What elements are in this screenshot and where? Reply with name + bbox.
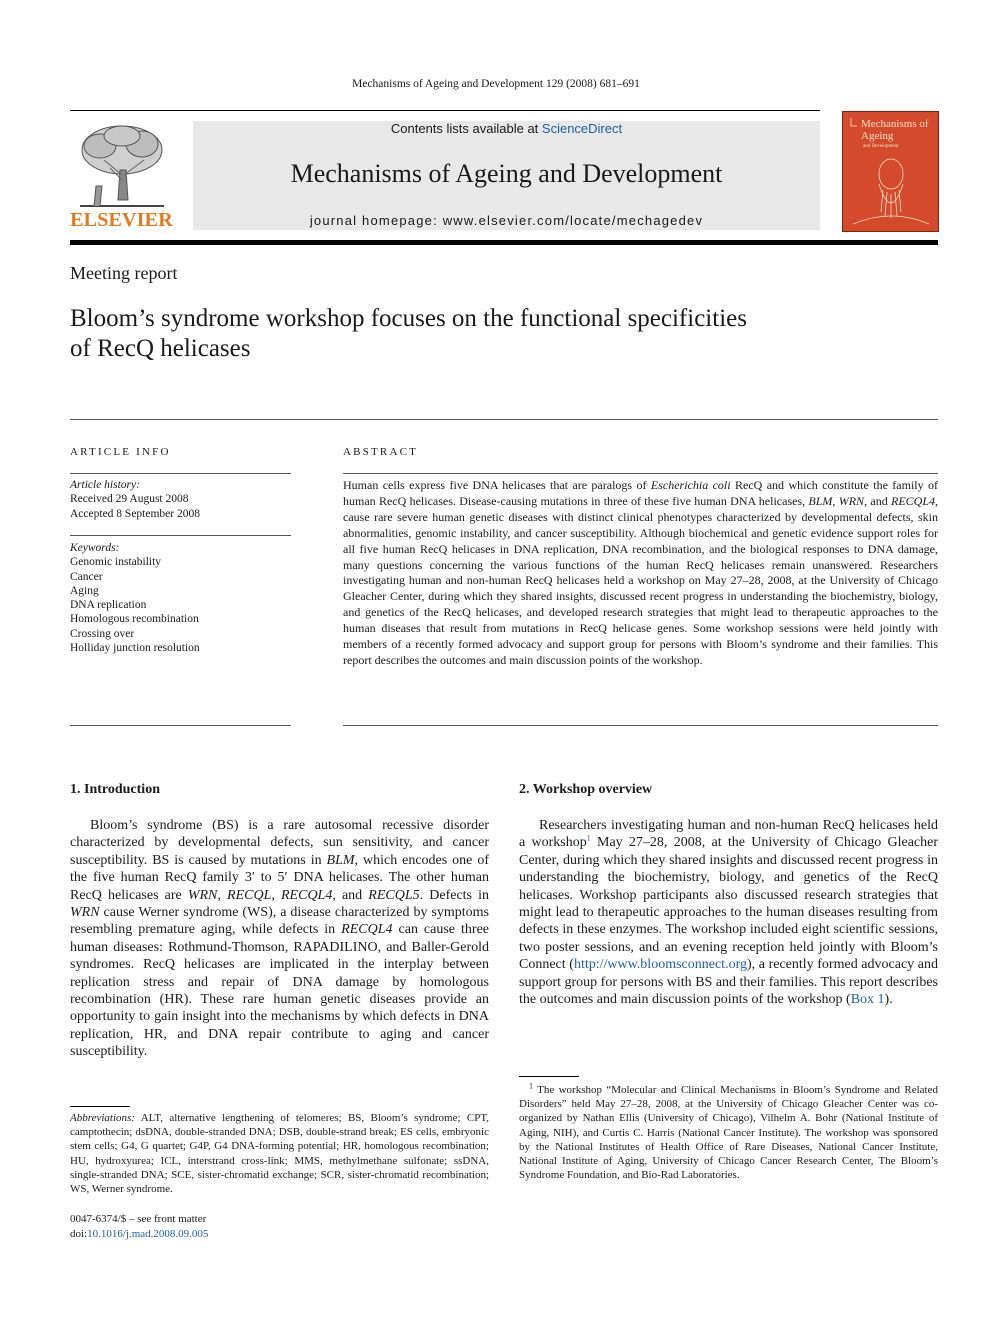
section-heading-overview: 2. Workshop overview: [519, 782, 653, 797]
article-info-heading: ARTICLE INFO: [70, 446, 171, 458]
keywords: [70, 541, 291, 655]
accepted-date: Accepted 8 September 2008: [70, 507, 200, 520]
cover-subtitle: and Development: [863, 144, 899, 149]
issn-line: 0047-6374/$ – see front matter: [70, 1213, 207, 1225]
introduction-body: Bloom’s syndrome (BS) is a rare autosomal recessive disorder characterized by developmental defects, sun sensitivity, and cancer susceptibility. BS is caused by mutations in BLM, which encodes one of the five human RecQ family 3′ to 5′ DNA helicases. The other human RecQ helicases are WRN, RECQL, RECQL4, and RECQL5. Defects in WRN cause Werner syndrome (WS), a disease characterized by symptoms resembling premature aging, while defects in RECQL4 can cause three human diseases: Rothmund-Thomson, RAPADILINO, and Baller-Gerold syndromes. RecQ helicases are implicated in the interplay between replication stress and repair of DNA damage by homologous recombination (HR). These rare human genetic diseases provide an opportunity to gain insight into the mechanisms by which defects in DNA replication, HR, and DNA repair contribute to aging and cancer susceptibility.: [70, 818, 490, 1060]
journal-cover: [842, 111, 939, 232]
info-rule-3: [70, 725, 291, 726]
title-line-1: Bloom’s syndrome workshop focuses on the functional specificities: [70, 305, 747, 332]
abbreviations: Abbreviations: ALT, alternative lengthening of telomeres; BS, Bloom’s syndrome; CPT, camptothecin; dsDNA, double-stranded DNA; DSB, double-strand break; ES cells, embryonic stem cells; G4, G quartet; G4P, G4 DNA-forming potential; HR, homologous recombination; HU, hydroxyurea; ICL, interstrand cross-link; MMS, methylmethane sulfonate; ssDNA, single-stranded DNA; SCE, sister-chromatid exchange; SCR, sister-chromatid recombination; WS, Werner syndrome.: [70, 1112, 489, 1196]
keyword: DNA replication: [70, 599, 147, 612]
keyword: Homologous recombination: [70, 613, 199, 626]
received-date: Received 29 August 2008: [70, 493, 189, 506]
abstract-text: Human cells express five DNA helicases that are paralogs of Escherichia coli RecQ and which constitute the family of human RecQ helicases. Disease-causing mutations in three of these five human DNA helicases, BLM, WRN, and RECQL4, cause rare severe human genetic diseases with distinct clinical phenotypes characterized by developmental defects, skin abnormalities, genomic instability, and cancer susceptibility. Although biochemical and genetic evidence support roles for all five human RecQ helicases in DNA replication, DNA recombination, and the biological responses to DNA damage, many questions concerning the various functions of the human RecQ helicases remain unanswered. Researchers investigating human and non-human RecQ helicases held a workshop on May 27–28, 2008, at the University of Chicago Gleacher Center, during which they shared insights, discussed recent progress in understanding the biochemistry, biology, and genetics of the RecQ helicases, and developed research strategies that might lead to therapeutic approaches to the human diseases that result from mutations in RecQ helicase genes. Some workshop sessions were held jointly with members of a recently formed advocacy and support group for persons with Bloom’s syndrome and their families. This report describes the outcomes and main discussion points of the workshop.: [343, 478, 939, 667]
overview-body: Researchers investigating human and non-human RecQ helicases held a workshop$^1$ May 27–28, 2008, at the University of Chicago Gleacher Center, during which they shared insights and discussed recent progress in understanding the biochemistry, biology, and genetics of the RecQ helicases. Workshop participants also discussed research strategies that might lead to therapeutic approaches to the human diseases resulting from defects in these enzymes. The workshop included eight scientific sessions, two poster sessions, and an evening reception held jointly with Bloom’s Connect (http://www.bloomsconnect.org), a recently formed advocacy and support group for persons with BS and their families. This report describes the outcomes and main discussion points of the workshop (Box 1).: [519, 818, 939, 1008]
doi-link[interactable]: 10.1016/j.mad.2008.09.005: [87, 1228, 209, 1240]
journal-title: Mechanisms of Ageing and Development: [290, 159, 723, 188]
history-label: Article history:: [70, 479, 140, 491]
bloomsconnect-link[interactable]: http://www.bloomsconnect.org: [573, 957, 747, 973]
cover-title: Mechanisms of Ageing: [861, 118, 929, 142]
keyword: Aging: [70, 584, 99, 597]
info-top-rule: [70, 419, 938, 420]
info-rule-1: [70, 473, 291, 474]
title-line-2: of RecQ helicases: [70, 335, 251, 362]
box-1-link[interactable]: Box 1: [850, 992, 885, 1008]
keyword: Cancer: [70, 570, 103, 583]
journal-homepage[interactable]: journal homepage: www.elsevier.com/locate/mechagedev: [309, 213, 704, 228]
sciencedirect-link[interactable]: ScienceDirect: [541, 121, 623, 136]
header-thick-rule: [70, 240, 938, 245]
footnote-rule-right: [519, 1076, 579, 1077]
footnote-1: $^1$ The workshop “Molecular and Clinical Mechanisms in Bloom’s Syndrome and Related Disorders” held May 27–28, 2008, at the University of Chicago Gleacher Center was co-organized by Nathan Ellis (University of Chicago), Vilhelm A. Bohr (National Institute of Aging, NIH), and Curtis C. Harris (National Cancer Institute). The workshop was sponsored by the National Institutes of Health Office of Rare Diseases, National Cancer Institute, National Institute of Aging, University of Chicago Cancer Research Center, The Bloom’s Syndrome Foundation, and Bio-Rad Laboratories.: [519, 1081, 938, 1182]
tree-icon: [70, 120, 173, 212]
abstract-heading: ABSTRACT: [343, 446, 419, 458]
keywords-label: Keywords:: [70, 542, 120, 554]
journal-banner: [193, 121, 820, 230]
article-title: [70, 304, 870, 364]
contents-line: [193, 121, 820, 136]
keyword: Holliday junction resolution: [70, 642, 200, 655]
header-rule: [70, 110, 820, 111]
article-history: [70, 478, 291, 521]
footnote-rule-left: [70, 1106, 130, 1107]
elsevier-logo: [70, 120, 173, 232]
keyword: Crossing over: [70, 627, 135, 640]
info-rule-2: [70, 535, 291, 536]
section-heading-introduction: 1. Introduction: [70, 782, 160, 797]
abstract-rule-2: [343, 725, 938, 726]
abstract-rule-1: [343, 473, 938, 474]
cover-art-icon: [843, 112, 938, 231]
running-head: Mechanisms of Ageing and Development 129 (2008) 681–691: [352, 78, 640, 90]
doi-line: doi:10.1016/j.mad.2008.09.005: [70, 1228, 209, 1240]
article-type: Meeting report: [70, 263, 178, 283]
contents-prefix: Contents lists available at: [390, 121, 542, 136]
footnote-ref[interactable]: 1: [586, 833, 591, 843]
keyword: Genomic instability: [70, 556, 162, 569]
elsevier-wordmark: ELSEVIER: [70, 209, 173, 231]
